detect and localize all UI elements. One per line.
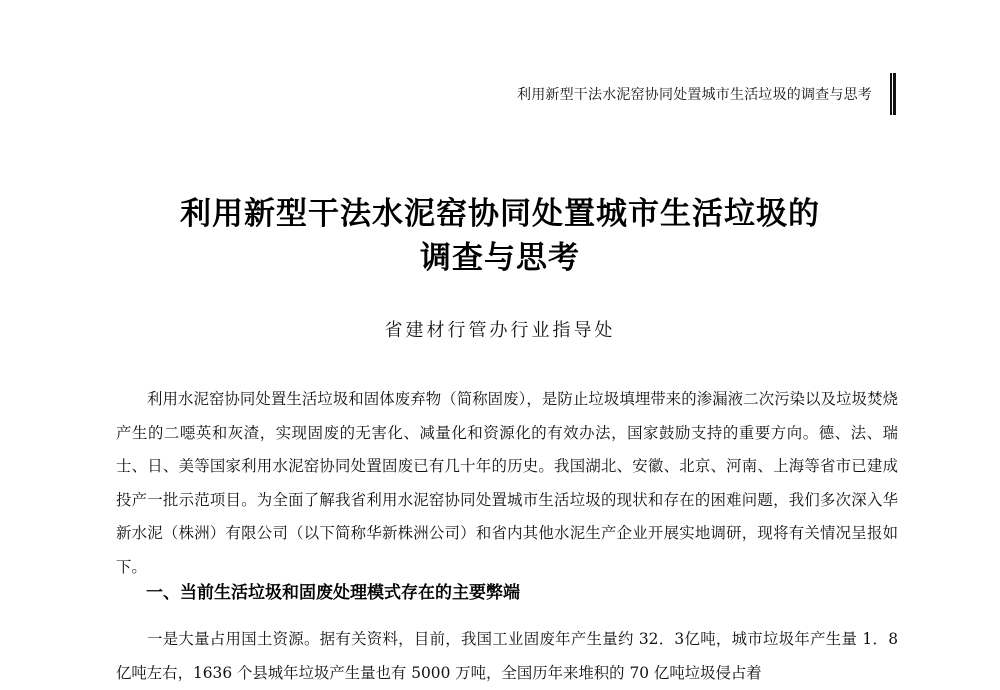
section-heading: 一、当前生活垃圾和固废处理模式存在的主要弊端 [146,583,520,603]
running-header: 利用新型干法水泥窑协同处置城市生活垃圾的调查与思考 [517,87,872,103]
article-title-line-2: 调查与思考 [420,240,580,276]
header-bar-ornament [890,73,896,115]
article-title-line-1: 利用新型干法水泥窑协同处置城市生活垃圾的 [180,196,820,232]
section-paragraph: 一是大量占用国土资源。据有关资料，目前，我国工业固废年产生量约 32．3亿吨，城市垃圾年产生量 1．8亿吨左右，1636 个县城年垃圾产生量也有 5000 万吨，全国历年来堆积的 70 亿吨垃圾侵占着 [116,630,898,682]
intro-paragraph: 利用水泥窑协同处置生活垃圾和固体废弃物（简称固废），是防止垃圾填埋带来的渗漏液二次污染以及垃圾焚烧产生的二噁英和灰渣，实现固废的无害化、减量化和资源化的有效办法，国家鼓励支持的重要方向。德、法、瑞士、日、美等国家利用水泥窑协同处置固废已有几十年的历史。我国湖北、安徽、北京、河南、上海等省市已建成投产一批示范项目。为全面了解我省利用水泥窑协同处置城市生活垃圾的现状和存在的困难问题，我们多次深入华新水泥（株洲）有限公司（以下简称华新株洲公司）和省内其他水泥生产企业开展实地调研，现将有关情况呈报如下。 [116,390,898,576]
author-byline: 省建材行管办行业指导处 [384,320,616,341]
